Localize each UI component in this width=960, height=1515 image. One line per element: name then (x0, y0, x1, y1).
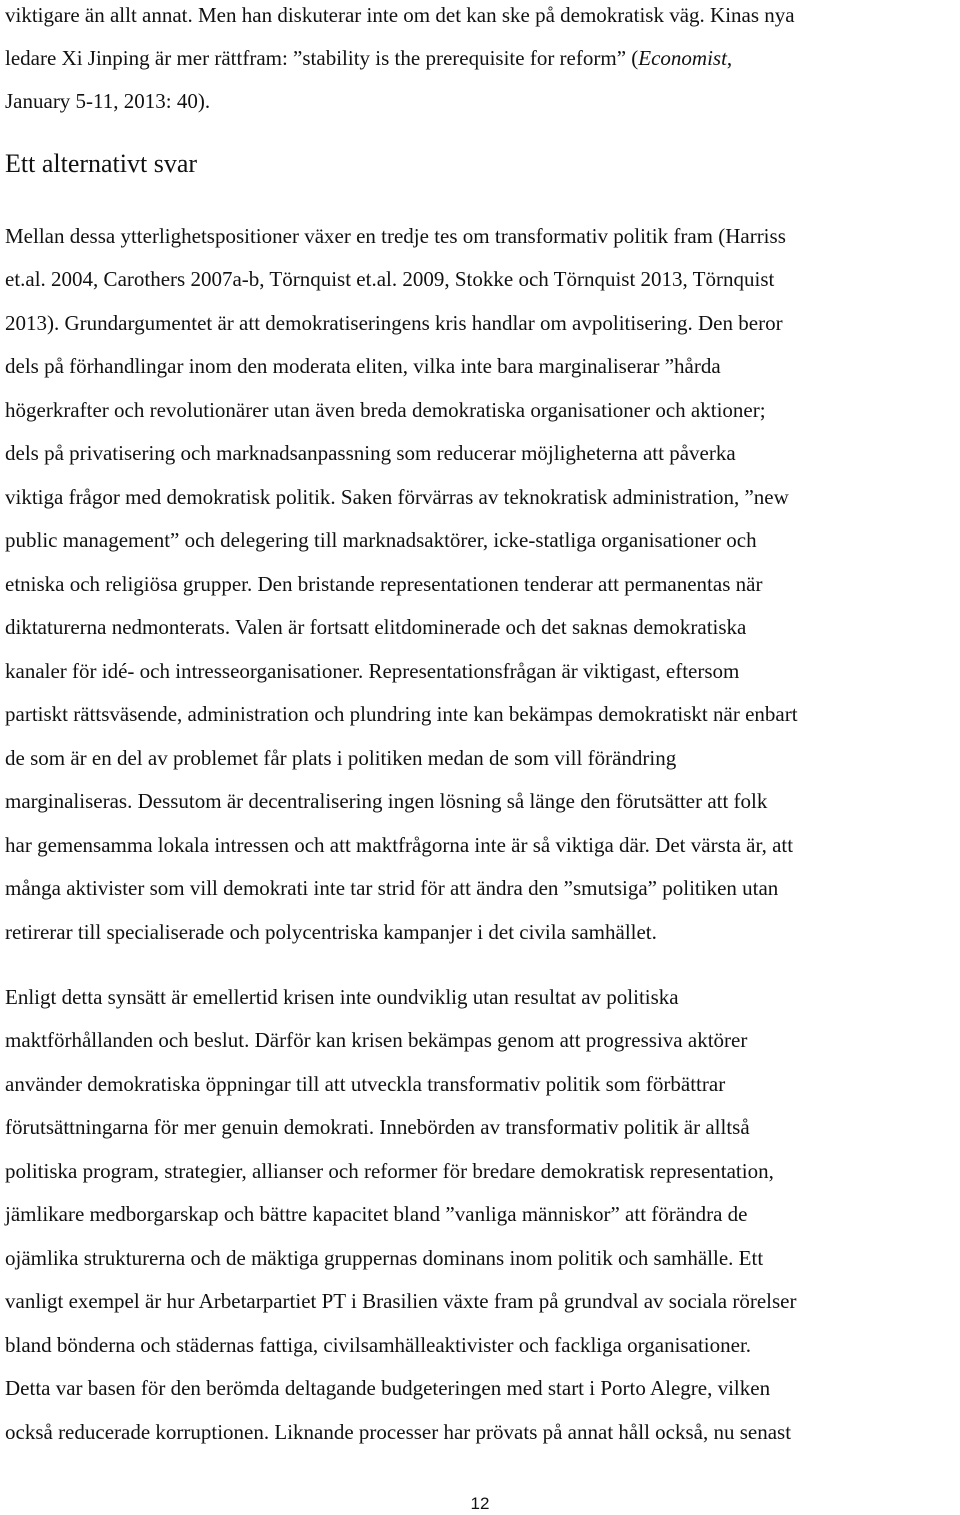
text-line: ledare Xi Jinping är mer rättfram: ”stability is the prerequisite for reform” (Economist, (5, 46, 733, 70)
text-line: marginaliseras. Dessutom är decentralisering ingen lösning så länge den förutsätter att folk (5, 789, 768, 813)
text-line: maktförhållanden och beslut. Därför kan krisen bekämpas genom att progressiva aktörer (5, 1028, 748, 1052)
text-line: diktaturerna nedmonterats. Valen är fortsatt elitdominerade och det saknas demokratiska (5, 615, 747, 639)
text-line: dels på förhandlingar inom den moderata eliten, vilka inte bara marginaliserar ”hårda (5, 354, 721, 378)
text-line: Detta var basen för den berömda deltagande budgeteringen med start i Porto Alegre, vilken (5, 1376, 771, 1400)
page-number: 12 (470, 1494, 490, 1513)
text-line: et.al. 2004, Carothers 2007a-b, Törnquist et.al. 2009, Stokke och Törnquist 2013, Törnquist (5, 267, 775, 291)
text-line: public management” och delegering till marknadsaktörer, icke-statliga organisationer och (5, 528, 757, 552)
text-line: vanligt exempel är hur Arbetarpartiet PT i Brasilien växte fram på grundval av sociala rörelser (5, 1289, 797, 1313)
section-heading: Ett alternativt svar (5, 149, 198, 178)
text-line: viktigare än allt annat. Men han diskuterar inte om det kan ske på demokratisk väg. Kinas nya (5, 3, 795, 27)
text-line: 2013). Grundargumentet är att demokratiseringens kris handlar om avpolitisering. Den beror (5, 311, 783, 335)
text-line: har gemensamma lokala intressen och att maktfrågorna inte är så viktiga där. Det värsta är, att (5, 833, 794, 857)
text-line: jämlikare medborgarskap och bättre kapacitet bland ”vanliga människor” att förändra de (5, 1202, 748, 1226)
text-line: politiska program, strategier, allianser och reformer för bredare demokratisk representation, (5, 1159, 774, 1183)
text-line: etniska och religiösa grupper. Den bristande representationen tenderar att permanentas när (5, 572, 763, 596)
text-line: dels på privatisering och marknadsanpassning som reducerar möjligheterna att påverka (5, 441, 736, 465)
text-line: Enligt detta synsätt är emellertid krisen inte oundviklig utan resultat av politiska (5, 985, 679, 1009)
italic-source: Economist (638, 46, 727, 70)
text-line: January 5-11, 2013: 40). (5, 89, 211, 113)
text-line: Mellan dessa ytterlighetspositioner växer en tredje tes om transformativ politik fram (Harriss (5, 224, 786, 248)
text-line: kanaler för idé- och intresseorganisationer. Representationsfrågan är viktigast, eftersom (5, 659, 740, 683)
text-line: högerkrafter och revolutionärer utan även breda demokratiska organisationer och aktioner; (5, 398, 766, 422)
text-line: många aktivister som vill demokrati inte tar strid för att ändra den ”smutsiga” politiken utan (5, 876, 779, 900)
text-line: retirerar till specialiserade och polycentriska kampanjer i det civila samhället. (5, 920, 657, 944)
text-line: ojämlika strukturerna och de mäktiga gruppernas dominans inom politik och samhälle. Ett (5, 1246, 764, 1270)
text-line: viktiga frågor med demokratisk politik. Saken förvärras av teknokratisk administration, ”new (5, 485, 789, 509)
text-line: de som är en del av problemet får plats i politiken medan de som vill förändring (5, 746, 677, 770)
text-line: använder demokratiska öppningar till att utveckla transformativ politik som förbättrar (5, 1072, 726, 1096)
text-line: förutsättningarna för mer genuin demokrati. Innebörden av transformativ politik är alltså (5, 1115, 750, 1139)
text-line: bland bönderna och städernas fattiga, civilsamhälleaktivister och fackliga organisationer. (5, 1333, 752, 1357)
text-line: partiskt rättsväsende, administration och plundring inte kan bekämpas demokratiskt när enbart (5, 702, 798, 726)
text-line: också reducerade korruptionen. Liknande processer har prövats på annat håll också, nu senast (5, 1420, 792, 1444)
